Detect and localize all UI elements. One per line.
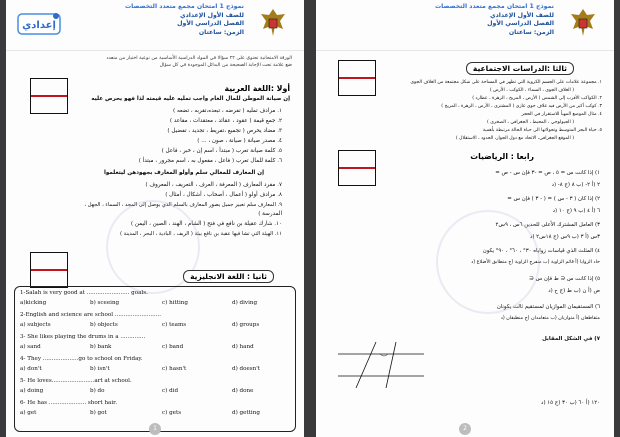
page-number: 1 [149,423,161,435]
math-q2: ٢) إذا كان ( ٣ - س ) = ( - ٣ ) فإن س = [507,196,600,202]
math-q1-opts: ٢ (أ ٢- (ب ٨ (ج ٨- (د [551,182,600,188]
arabic-q5: ٥. كلمة صيانة تعرب ( مبتدأ ، اسم إن ، خبر ، فاعل ) [161,148,282,154]
score-box-social [338,60,376,96]
math-q3-opts: ٣س (أ ٣ (ب ٩س (ج ١٨س٢ (د [529,234,600,240]
arabic-q4: ٤. مصدر صيانة ( صيانة ، صون ، ... ) [197,138,282,144]
social-q5-opts: ( الموقع الجغرافي، الاتحاد مع دول الجوار، الحدود ، الاستقلال ) [455,136,574,141]
header-line3: الفصل الدراسي الأول [177,20,244,28]
english-q5-opt-d: d) done [232,388,254,394]
social-q4-opts: ( الجيولوجي ، المحيط ، الجغرافي ، الصخري ) [486,120,574,125]
instructions-note-2: ضع علامة تحت الإجابة الصحيحة من البدائل الموجودة في كل سؤال [159,63,292,68]
math-q5-opts: ص (أ ن (ب ط (ج ح (د [548,288,600,294]
score-box-english [30,252,68,288]
english-q6-opt-d: d) getting [232,410,260,416]
header-line4: الزمن: ساعتان [198,28,244,36]
english-q6-opt-c: c) gets [162,410,182,416]
english-q1-opt-b: b) sceeing [90,300,120,306]
score-box-math [338,150,376,186]
arabic-section-title: أولا :اللغة العربية [224,84,290,93]
header-line4-right: الزمن: ساعتان [508,28,554,36]
english-q2-opt-b: b) objects [90,322,118,328]
edadi-logo-icon [16,10,62,38]
english-section-title: ثانيا : اللغة الانجليزية [183,270,274,283]
watermark-stamp-right [436,210,540,314]
arabic-q11: ١١. الهيئة التي تشا فيها عقبة بن نافع بيئة ( الريف ، البادية ، البحر ، المدينة ) [119,231,282,237]
arabic-q2: ٢. جمع قيمة ( عقود ، عقائد ، معتقدات ، مقاعد ) [169,118,282,124]
social-q1: ١. مجموعة علامات على الجسم الكروية التي تظهر في المساحة على شكل مجتمعة من الغلاف الجوي [410,80,602,85]
math-q2-opts: ٦ (أ ٤ (ب ٩ (ج ١٠ (د [552,208,600,214]
social-q5: ٥. حياة البحر المتوسط وتحولاتها الى حياة الحالة مرتبطة بأهمية [482,128,602,133]
math-q6-opts: متقاطعان (أ متوازيان (ب متعامدان (ج منطبقان (د [500,316,600,321]
english-q3-opt-c: c) band [162,344,184,350]
math-q5: ٥) إذا كانت س ∈ ط فإن س ∈ [529,276,600,282]
arabic-q10: ١٠. شارك عقيلة بن نافع في فتح ( الشام ، الهند ، الصين ، اليمن ) [130,221,282,227]
english-q3-opt-a: a) sand [20,344,41,350]
english-q2-opt-d: d) groups [232,322,260,328]
header-line2: للصف الأول الإعدادي [179,11,244,19]
english-q4-opt-d: d) doesn't [232,366,261,372]
arabic-q6: ٦. كلمة للمال تعرب ( فاعل ، مفعول به ، اسم مجرور ، مبتدأ ) [138,158,282,164]
arabic-q7: ٧. مفرد المعارف ( المعرفة ، العرف ، التعريف ، المعروف ) [145,182,282,188]
math-q4-opts: حاد الزوايا (أ قائم الزاوية (ب منفرج الزاوية (ج متطابق الأضلاع (د [471,260,600,265]
social-q4: ٤. مثال الموضع المهيأ للاستقرار في الحجر [521,112,602,117]
ministry-emblem-icon [568,6,598,40]
page-number-right: 2 [459,423,471,435]
social-q1-opts: ( الغلاف الجوي ، السماء ، الكوكب ، الأرض ) [489,88,574,93]
english-q5-opt-a: a) doing [20,388,44,394]
math-q3: ٣) العامل المشترك الأعلى للحدين ٦س ، ٩س٢ [495,222,600,228]
english-q1: 1-Salah is very good at ........................ goals. [20,290,148,296]
english-q3-opt-b: b) bank [90,344,112,350]
geometry-figure-icon [336,340,426,390]
page-header-right [316,0,614,51]
arabic-q3: ٣. مضاد يحرص ( تجميع ،تفريط ، تجديد ، تفضيل ) [167,128,282,134]
score-box [30,78,68,114]
header-line2-right: للصف الأول الإعدادي [489,11,554,19]
math-q7: ٧) في الشكل المقابل [542,336,600,342]
english-q1-opt-a: a)kicking [20,300,47,306]
social-q3: ٣. كوكب أكبر من الأرض فيه غلاف جوي غازي ( المشتري ، الأرض ، الزهرة ، المريخ ) [441,104,602,109]
math-q6: ٦) المستقيمان الموازيان لمستقيم ثالث يكونان [496,304,600,310]
arabic-passage: إن صيانة الموطن للمال العام واجب تمليه عليه قيمته لذا فهو يحرص عليه [91,96,290,102]
arabic-q1: ١. مرادف تمليه ( تفرضه ، تبعده،تقربه ، تضعه ) [173,108,282,114]
english-q3-opt-d: d) hand [232,344,254,350]
math-section-title: رابعا : الرياضيات [470,152,534,161]
english-q4-opt-b: b) isn't [90,366,110,372]
header-line1-right: نموذج 1 امتحان مجمع متعدد التخصصات [434,3,554,10]
social-section-title: ثالثا :الدراسات الاجتماعية [466,62,574,75]
english-q1-opt-d: d) diving [232,300,258,306]
exam-page-right [316,0,614,437]
header-line1: نموذج 1 امتحان مجمع متعدد التخصصات [124,3,244,10]
math-q4: ٤) المثلث الذي قياسات زواياه ٣٠° ، ٦٠° ، ٩٠° يكون [482,248,600,254]
header-line3-right: الفصل الدراسي الأول [487,20,554,28]
ministry-emblem-icon [258,6,288,40]
logo-text: إعدادي [22,20,56,31]
social-q2: ٢. الكواكب الأقرب إلى الشمس ( الأرض ، المريخ ، الزهرة ، عطارد ) [472,96,602,101]
english-q2-opt-a: a) subjects [20,322,51,328]
english-q1-opt-c: c) hitting [162,300,188,306]
arabic-q9-cont: المدرسة ) [258,211,282,217]
english-q6-opt-b: b) got [90,410,107,416]
english-q5-opt-c: c) did [162,388,179,394]
english-q5: 5- He loves........................art at school. [20,378,132,384]
english-q2: 2-English and science are school .......................... [20,312,162,318]
page-header [6,0,304,51]
header-text-right [434,3,554,37]
arabic-verse: إن المعارف للمعالي سلم وأولو المعارف بجهودهن ليتعلموا [103,170,264,176]
english-q4-opt-c: c) hasn't [162,366,187,372]
exam-page-left [6,0,304,437]
math-q1: ١) إذا كانت س = ٥ ، ص = -٣ فإن س - ص = [495,170,600,176]
math-q7-opts: ١٢٠ (أ ٦٠ (ب ٣٠ (ج ١٥ (د [541,400,600,406]
arabic-q9: ٩. المعارف سلم تعبير جميل يصور المعارف بالسلم الذي يوصل إلى المجد ، السماء ، الجهل ، [84,202,282,208]
english-q5-opt-b: b) do [90,388,105,394]
english-q6: 6- He has ..................... short hair. [20,400,118,406]
header-text [124,3,244,37]
instructions-note: الورقة الامتحانية تحتوي على ٢٢ سؤالا في المواد الدراسية الأساسية من نوعية اختيار من متعدد [106,56,292,61]
english-q4-opt-a: a) don't [20,366,42,372]
english-q6-opt-a: a) get [20,410,37,416]
english-q4: 4- They ....................go to school on Friday. [20,356,143,362]
arabic-q8: ٨. مرادف أولو ( أعمال ، أصحاب ، أشكال ، أمثال ) [165,192,282,198]
english-q2-opt-c: c) teams [162,322,187,328]
english-q3: 3- She likes playing the drums in a .............. [20,334,146,340]
